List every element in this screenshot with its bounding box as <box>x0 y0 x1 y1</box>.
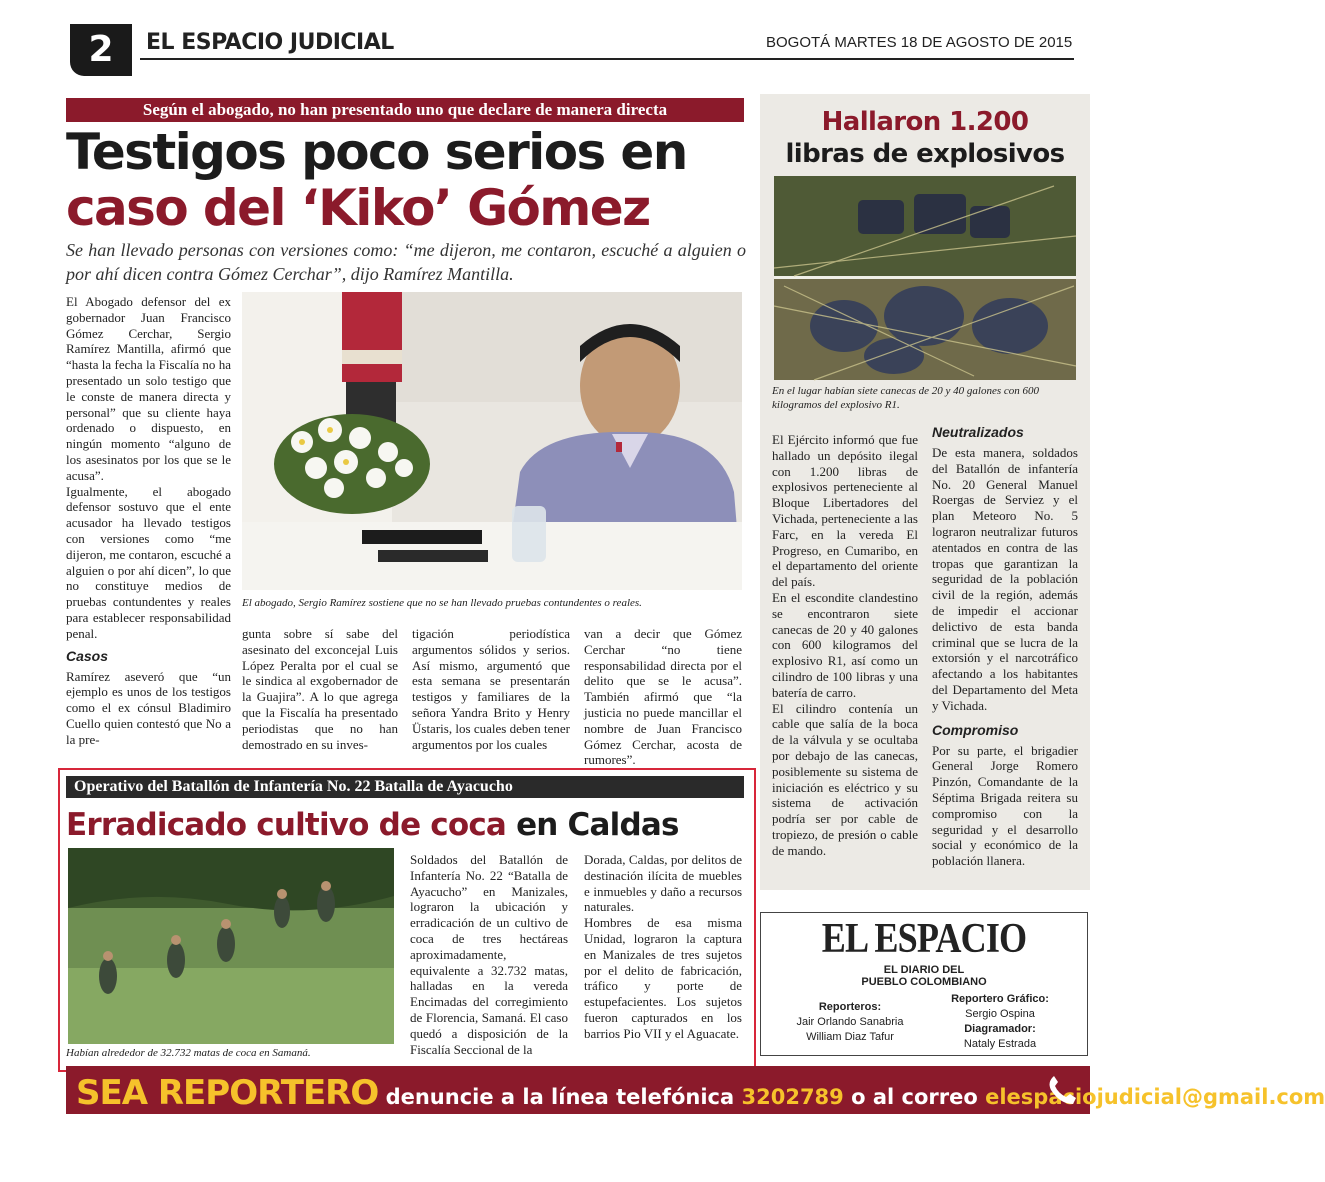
main-deck: Se han llevado personas con versiones como: “me dijeron, me contaron, escuché a alguien o por ahí dicen contra Gómez Cerchar”, dijo Ramírez Mantilla. <box>66 240 746 284</box>
main-headline-line2: caso del ‘Kiko’ Gómez <box>66 179 650 237</box>
main-col4: van a decir que Gómez Cerchar “no tiene responsabilidad directa por el delito que se le acusa”. También afirmó que “la justicia no puede mancillar el nombre de Juan Francisco Gómez Cerchar, acosta de rumores”. <box>584 626 742 768</box>
main-col1 <box>66 294 231 748</box>
side-col2-para1: De esta manera, soldados del Batallón de infantería No. 20 General Manuel Roergas de Serviez y el plan Meteoro No. 5 lograron neutralizar futuros atentados en contra de las tropas que garantizan la seguridad de la población civil de la región, además de impedir el accionar delictivo de esta banda criminal que se lucra de la extorsión y el narcotráfico afectando a los habitantes del Departamento del Meta y Vichada. <box>932 445 1078 713</box>
subhead-neutralizados: Neutralizados <box>932 424 1024 440</box>
banner-sea-reportero: SEA REPORTERO <box>76 1073 379 1113</box>
page-number: 2 <box>70 24 132 76</box>
photographer-label: Reportero Gráfico: <box>951 993 1049 1005</box>
masthead-title: EL ESPACIO <box>821 916 1027 962</box>
reporter-banner-text <box>76 1073 1325 1113</box>
lawyer-photo <box>242 292 742 590</box>
caldas-headline-part1: Erradicado cultivo de coca <box>66 807 507 843</box>
credits-reporters <box>770 1000 930 1045</box>
caldas-headline-part2: en Caldas <box>516 807 679 843</box>
photographer-name: Sergio Ospina <box>965 1008 1035 1020</box>
coca-field-photo-image <box>68 848 394 1044</box>
banner-email[interactable]: elespaciojudicial@gmail.com <box>985 1085 1325 1109</box>
reporters-label: Reporteros: <box>818 1001 882 1013</box>
explosives-photo <box>774 176 1076 380</box>
masthead-subtitle-line1: EL DIARIO DEL <box>883 964 965 976</box>
phone-icon-glyph <box>1044 1072 1080 1108</box>
subhead-casos: Casos <box>66 647 109 664</box>
main-headline-line1: Testigos poco serios en <box>66 123 687 181</box>
banner-text1: denuncie a la línea telefónica <box>385 1085 735 1109</box>
main-col2: gunta sobre sí sabe del asesinato del exconcejal Luis López Peralta por el cual se le sindica al exgobernador de la Guajira”. A lo que agrega que la Fiscalía ha presentado periodistas que no han demostrado en su inves- <box>242 626 398 752</box>
subhead-compromiso: Compromiso <box>932 721 1019 738</box>
main-col1-para2: Igualmente, el abogado defensor sostuvo que el ente acusador ha llevado testigos con versiones como “me dijeron, me contaron, escuché a alguien o por ahí dicen”, lo que no constituye medios de pruebas contundentes y reales para establecer responsabilidad penal. <box>66 483 231 641</box>
side-col1-para2: En el escondite clandestino se encontraron siete canecas de 20 y 40 galones con 600 kilogramos del explosivo R1, así como un cilindro de 100 libras y una batería de carro. <box>772 589 918 700</box>
side-col2 <box>932 424 1078 869</box>
explosives-photo-caption: En el lugar habían siete canecas de 20 y 40 galones con 600 kilogramos del explosivo R1. <box>772 385 1040 411</box>
designer-label: Diagramador: <box>964 1023 1036 1035</box>
side-col1 <box>772 432 918 859</box>
main-col1-para1: El Abogado defensor del ex gobernador Juan Francisco Gómez Cerchar, Sergio Ramírez Mantilla, afirmó que “hasta la fecha la Fiscalía no ha presentado un solo testigo que le conste de manera directa y personal” que su cliente haya ordenado o dispuesto, en ningún momento “alguno de los asesinatos por los que se le acusa”. <box>66 294 231 483</box>
caldas-col2 <box>584 852 742 1042</box>
designer-name: Nataly Estrada <box>963 1038 1037 1050</box>
masthead-subtitle-line2: PUEBLO COLOMBIANO <box>861 976 987 988</box>
side-headline-line2: libras de explosivos <box>785 139 1065 169</box>
header-rule <box>140 58 1074 60</box>
coca-field-photo <box>68 848 394 1044</box>
phone-icon <box>1044 1072 1080 1108</box>
banner-phone-number[interactable]: 3202789 <box>741 1085 844 1109</box>
caldas-col2-para2: Hombres de esa misma Unidad, lograron la captura en Manizales de tres sujetos por el delito de fabricación, tráfico y porte de estupefacientes. Los sujetos fueron capturados en los barrios Pio VII y el Aguacate. <box>584 915 742 1041</box>
dateline: BOGOTÁ MARTES 18 DE AGOSTO DE 2015 <box>766 34 1073 51</box>
caldas-col1: Soldados del Batallón de Infantería No. 22 “Batalla de Ayacucho” en Manizales, lograron la ubicación y erradicación de un cultivo de coca de tres hectáreas aproximadamente, equivalente a 32.732 matas, halladas en la vereda Encimadas del corregimiento de Florencia, Samaná. El caso quedó a disposición de la Fiscalía Seccional de la <box>410 852 568 1057</box>
main-col1-para3: Ramírez aseveró que “un ejemplo es unos de los testigos como el ex cónsul Bladimiro Cuello quien contestó que No a la pre- <box>66 668 231 747</box>
main-col3: tigación periodística argumentos sólidos y serios. Así mismo, argumentó que esta semana se presentarán testigos y familiares de la señora Yandra Brito y Henry Üstaris, los cuales deben tener argumentos por los cuales <box>412 626 570 752</box>
main-kicker: Según el abogado, no han presentado uno que declare de manera directa <box>66 98 744 122</box>
coca-photo-caption: Habían alrededor de 32.732 matas de coca en Samaná. <box>66 1047 311 1059</box>
side-col2-para2: Por su parte, el brigadier General Jorge Romero Pinzón, Comandante de la Séptima Brigada reitera su compromiso con la seguridad y el desarrollo social y económico de la población llanera. <box>932 742 1078 869</box>
credits-staff <box>920 992 1080 1052</box>
caldas-kicker: Operativo del Batallón de Infantería No. 22 Batalla de Ayacucho <box>66 776 744 798</box>
reporter-name-1: Jair Orlando Sanabria <box>796 1016 904 1028</box>
reporter-name-2: William Diaz Tafur <box>806 1031 894 1043</box>
banner-text2: o al correo <box>851 1085 978 1109</box>
caldas-col2-para1: Dorada, Caldas, por delitos de destinación ilícita de muebles e inmuebles y daño a recursos naturales. <box>584 852 742 915</box>
lawyer-photo-caption: El abogado, Sergio Ramírez sostiene que no se han llevado pruebas contundentes o reales. <box>242 597 642 609</box>
side-headline-line1: Hallaron 1.200 <box>821 107 1029 137</box>
section-name: EL ESPACIO JUDICIAL <box>146 30 394 55</box>
side-col1-para1: El Ejército informó que fue hallado un depósito ilegal con 1.200 libras de explosivos perteneciente al Bloque Libertadores del Vichada, perteneciente a las Farc, en la vereda El Progreso, en Cumaribo, en el departamento del oriente del país. <box>772 432 918 590</box>
lawyer-photo-image <box>242 292 742 590</box>
side-col1-para3: El cilindro contenía un cable que salía de la boca de la válvula y se ocultaba por debajo de las canecas, posiblemente su sistema de iniciación es eléctrico y su sistema de activación podría ser por cable de tropiezo, de presión o cable de mando. <box>772 700 918 858</box>
caldas-headline <box>66 806 679 844</box>
explosives-photo-image <box>774 176 1076 380</box>
